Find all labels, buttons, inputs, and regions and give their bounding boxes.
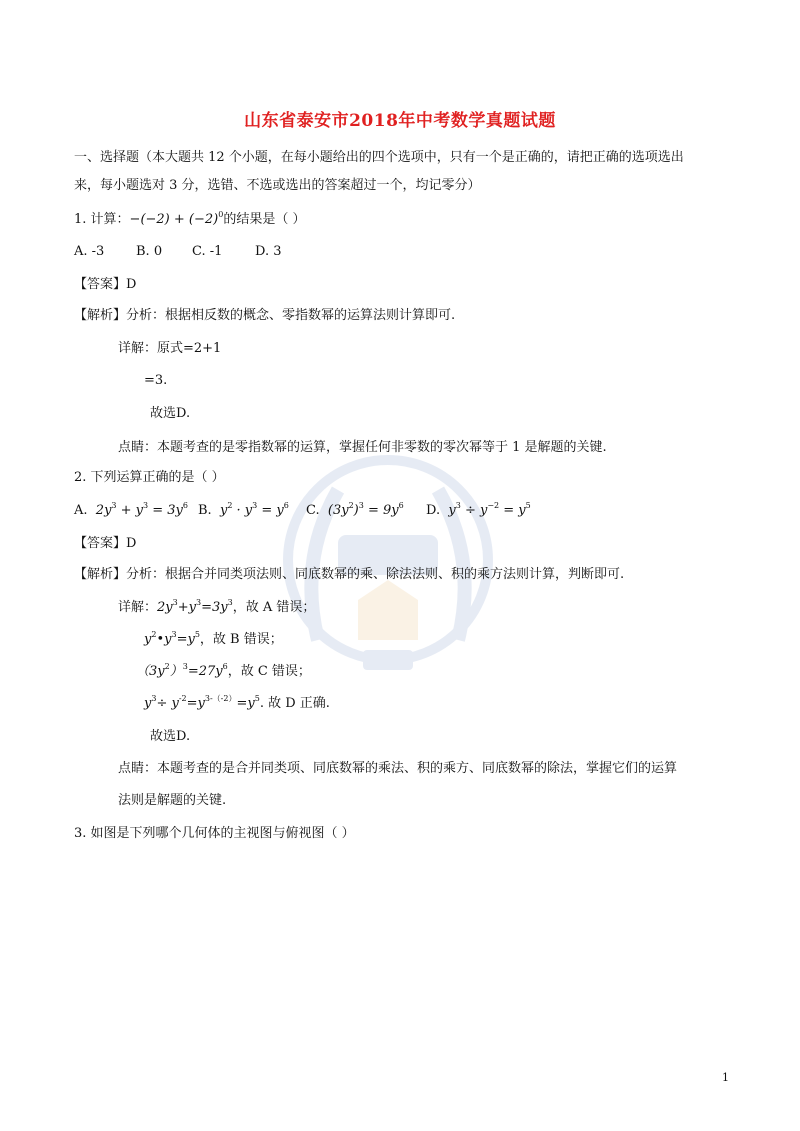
- question-2-detail-1: 详解：$2y^3+y^3=3y^3$，故 A 错误；: [118, 598, 316, 615]
- question-2-analysis: 【解析】分析：根据合并同类项法则、同底数幂的乘、除法法则、积的乘方法则计算，判断即可.: [74, 567, 625, 582]
- question-1-exponent: 0: [218, 210, 224, 219]
- question-2-option-b: B. $y^2 \cdot y^3 = y^6$: [198, 501, 289, 518]
- question-1-stem: [74, 211, 305, 229]
- question-2-detail-3: $(3y^2)^3=27y^6$，故 C 错误；: [136, 662, 311, 679]
- question-2-detail-4: $y^3\div y^{-2}=y^{3-(-2)}=y^5$. 故 D 正确.: [144, 694, 330, 711]
- question-2-detail-end: 故选D.: [150, 729, 191, 744]
- section-heading-line2: 来，每小题选对 3 分，选错、不选或选出的答案超过一个，均记零分）: [74, 178, 481, 193]
- question-1-detail-3: 故选D.: [150, 406, 191, 421]
- question-3-stem: 3. 如图是下列哪个几何体的主视图与俯视图（ ）: [74, 826, 355, 841]
- question-1-detail-2: =3.: [144, 373, 168, 388]
- question-2-answer: 【答案】D: [74, 536, 137, 551]
- question-2-option-d: D. $y^3 \div y^{-2} = y^5$: [426, 501, 531, 518]
- question-2-option-a: A. $2y^3 + y^3 = 3y^6$: [74, 501, 188, 518]
- page-title: 山东省泰安市2018年中考数学真题试题: [244, 111, 556, 131]
- question-1-prefix: 1. 计算：: [74, 212, 130, 227]
- question-1-detail-1: 详解：原式=2+1: [118, 341, 222, 356]
- section-heading-line1: 一、选择题（本大题共 12 个小题，在每小题给出的四个选项中，只有一个是正确的，请把正确的选项选出: [74, 150, 684, 165]
- question-1-comment: 点睛：本题考查的是零指数幂的运算，掌握任何非零数的零次幂等于 1 是解题的关键.: [118, 440, 607, 455]
- question-1-options: [74, 243, 282, 261]
- page-number: 1: [722, 1071, 729, 1084]
- question-1-option-a: A. -3: [74, 244, 105, 259]
- question-1-option-c: C. -1: [192, 244, 223, 259]
- question-2-detail-2: $y^2•y^3=y^5$，故 B 错误；: [144, 630, 283, 647]
- question-1-expression: −(−2) + (−2): [129, 212, 219, 227]
- question-2-comment-line1: 点睛：本题考查的是合并同类项、同底数幂的乘法、积的乘方、同底数幂的除法，掌握它们的运算: [118, 761, 678, 776]
- question-2-comment-line2: 法则是解题的关键.: [118, 793, 227, 808]
- question-1-suffix: 的结果是（ ）: [223, 212, 306, 227]
- question-2-options: [74, 502, 531, 520]
- question-2-stem: 2. 下列运算正确的是（ ）: [74, 470, 225, 485]
- question-1-answer: 【答案】D: [74, 277, 137, 292]
- question-2-option-c: C. $(3y^2)^3 = 9y^6$: [306, 501, 404, 518]
- question-1-option-d: D. 3: [255, 244, 282, 259]
- question-1-analysis: 【解析】分析：根据相反数的概念、零指数幂的运算法则计算即可.: [74, 308, 456, 323]
- question-1-option-b: B. 0: [136, 244, 163, 259]
